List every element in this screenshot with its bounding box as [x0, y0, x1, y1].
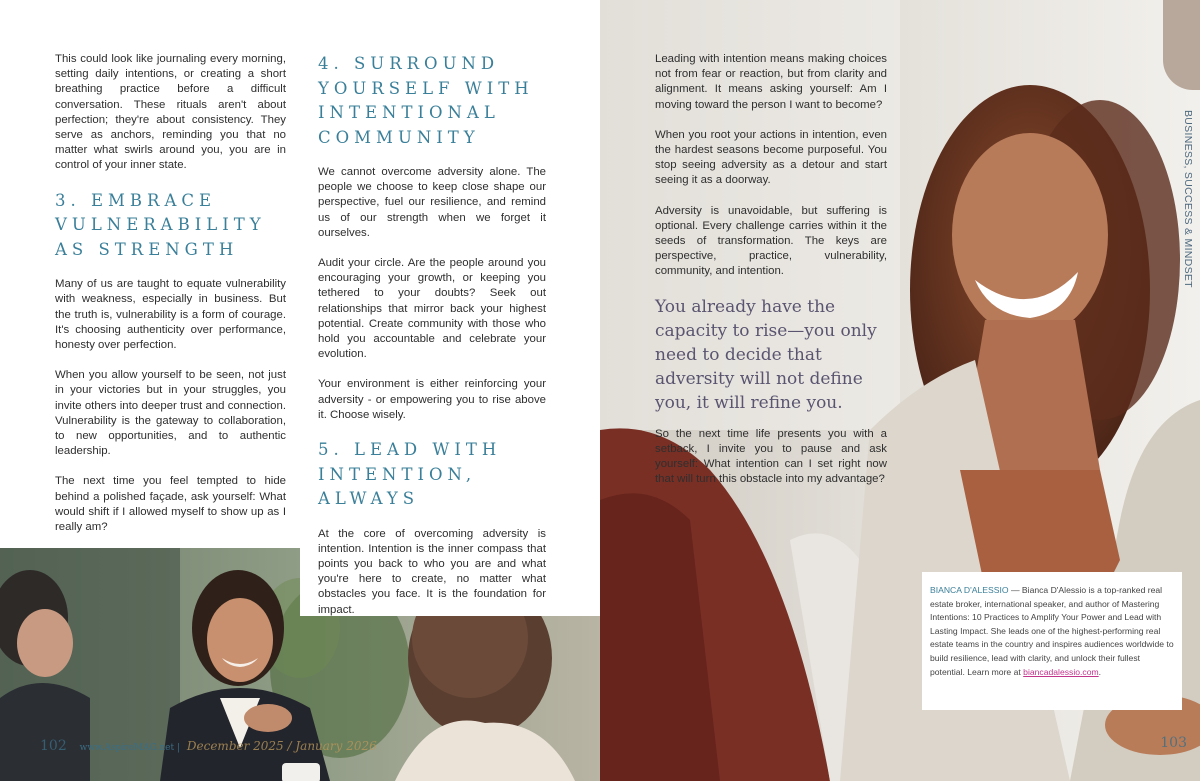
bio-dash: —	[1010, 585, 1020, 595]
article-paragraph: When you root your actions in intention, even the hardest seasons become purposeful. You stop seeing adversity as a detour and start seeing it as a doorway.	[655, 128, 887, 187]
website-link[interactable]: www.AspireMAG.net	[79, 743, 175, 753]
left-footer	[40, 738, 377, 754]
section-4-paragraph: We cannot overcome adversity alone. The people we choose to keep close shape our perspective, fuel our resilience, and remind us of our strength when we forget it ourselves.	[318, 166, 546, 239]
bio-text: Bianca D'Alessio is a top-ranked real estate broker, international speaker, and author of Mastering Intentions: 10 Practices to Amplify Your Power and Lead with Lasting Impact. She leads one of the highest-performing real estate teams in the country and inspires audiences worldwide to build resilience, lead with clarity, and unlock their fullest potential. Learn more at	[930, 585, 1174, 677]
article-column-3	[655, 52, 887, 502]
section-label: BUSINESS, SUCCESS & MINDSET	[1182, 110, 1194, 288]
article-paragraph: Adversity is unavoidable, but suffering is optional. Every challenge carries within it the seeds of transformation. The keys are perspective, practice, vulnerability, community, and intention.	[655, 204, 887, 278]
article-column-1	[55, 52, 286, 550]
article-paragraph: Leading with intention means making choices not from fear or reaction, but from clarity and alignment. It means asking yourself: Am I moving toward the person I want to become?	[655, 53, 887, 111]
section-4-paragraph: Your environment is either reinforcing your adversity - or empowering you to rise above it. Choose wisely.	[318, 378, 546, 421]
page-number-right: 103	[1160, 735, 1187, 751]
issue-date: December 2025 / January 2026	[186, 739, 377, 753]
section-3-paragraph: When you allow yourself to be seen, not just in your victories but in your struggles, you invite others into deeper trust and connection. Vulnerability is the gateway to collaboration, to new opportunities, and to authentic leadership.	[55, 369, 286, 458]
section-5-paragraph: At the core of overcoming adversity is intention. Intention is the inner compass that points you back to who you are and what you're here to create, no matter what obstacles you face. It is the foundation for impact.	[318, 527, 546, 616]
closing-paragraph: So the next time life presents you with a setback, I invite you to pause and ask yourself: What intention can I set right now that will turn this obstacle into my advantage?	[655, 427, 887, 486]
bio-period: .	[1098, 666, 1102, 677]
section-4-paragraph: Audit your circle. Are the people around you encouraging your growth, or keeping you tethered to your doubts? Seek out relationships that mirror back your highest potential. Create community with those who hold you accountable and celebrate your evolution.	[318, 257, 546, 361]
section-3-heading: 3. EMBRACE VULNERABILITY AS STRENGTH	[55, 190, 266, 259]
page-number-left: 102	[40, 738, 67, 754]
author-bio	[922, 572, 1182, 710]
author-website-link[interactable]: biancadalessio.com	[1023, 666, 1099, 677]
right-page	[600, 0, 1200, 781]
section-tab	[1163, 0, 1200, 90]
section-3-paragraph: The next time you feel tempted to hide behind a polished façade, ask yourself: What would shift if I allowed myself to show up as I really am?	[55, 475, 286, 533]
article-column-2	[318, 52, 546, 633]
section-3-paragraph: Many of us are taught to equate vulnerability with weakness, especially in business. But the truth is, vulnerability is a form of courage. It's choosing authenticity over performance, honesty over perfection.	[55, 278, 286, 351]
intro-paragraph: This could look like journaling every morning, setting daily intentions, or creating a short breathing practice before a difficult conversation. These rituals aren't about perfection; they're about consistency. They serve as anchors, reminding you that no matter what swirls around you, you are in control of your inner state.	[55, 53, 286, 172]
footer-separator: |	[176, 743, 181, 753]
section-4-heading: 4. SURROUND YOURSELF WITH INTENTIONAL COMMUNITY	[318, 54, 534, 147]
section-5-heading: 5. LEAD WITH INTENTION, ALWAYS	[318, 440, 502, 509]
author-name: BIANCA D'ALESSIO	[930, 585, 1009, 595]
pull-quote: You already have the capacity to rise—you only need to decide that adversity will not define you, it will refine you.	[655, 296, 877, 413]
